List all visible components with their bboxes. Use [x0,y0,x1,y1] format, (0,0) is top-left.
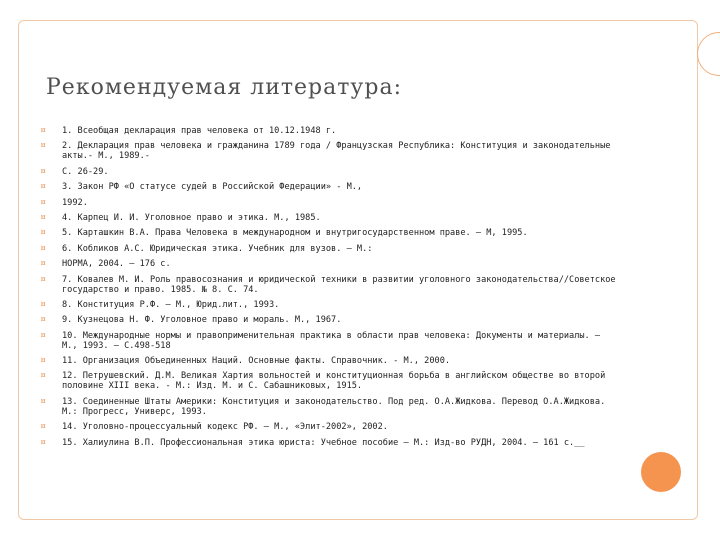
list-item-text: 5. Карташкин В.А. Права Человека в международном и внутригосударственном праве. – М, 1995. [62,228,528,239]
list-item-text: 7. Ковалев М. И. Роль правосознания и юридической техники в развитии уголовного законодательства//Советское государство и право. 1985. № 8. С. 74. [62,274,616,295]
list-item-text: 13. Соединенные Штаты Америки: Конституция и законодательство. Под ред. О.А.Жидкова. Перевод О.А.Жидкова. М.: Прогресс, Универс, 1993. [62,396,606,417]
bullet-icon: ¤ [40,436,47,448]
list-item [40,213,620,223]
list-item [40,167,620,177]
list-item [40,371,620,391]
list-item [40,331,620,351]
list-item-text: 14. Уголовно-процессуальный кодекс РФ. – М., «Элит-2002», 2002. [62,422,388,433]
list-item [40,182,620,192]
bullet-icon: ¤ [40,329,47,341]
list-item-text: 1992. [62,197,88,208]
bullet-icon: ¤ [40,227,47,239]
list-item [40,356,620,366]
list-item [40,244,620,254]
list-item-text: 11. Организация Объединенных Наций. Основные факты. Справочник. - М., 2000. [62,356,451,367]
bullet-icon: ¤ [40,211,47,223]
list-item [40,422,620,432]
list-item-text: 4. Карпец И. И. Уголовное право и этика. М., 1985. [62,212,321,223]
list-item-text: 9. Кузнецова Н. Ф. Уголовное право и мораль. М., 1967. [62,315,342,326]
list-item [40,300,620,310]
bullet-icon: ¤ [40,314,47,326]
literature-list [40,126,620,453]
list-item [40,397,620,417]
list-item-text: 1. Всеобщая декларация прав человека от 10.12.1948 г. [62,126,337,136]
list-item [40,141,620,161]
list-item-text: 8. Конституция Р.Ф. – М., Юрид.лит., 1993. [62,299,280,310]
list-item [40,198,620,208]
decorative-circle-filled [641,452,681,492]
list-item-text: С. 26-29. [62,166,109,177]
list-item [40,259,620,269]
list-item-text: 12. Петрушевский. Д.М. Великая Хартия вольностей и конституционная борьба в английском обществе во второй половине XIII века. - М.: Изд. М. и С. Сабашниковых, 1915. [62,371,606,392]
bullet-icon: ¤ [40,370,47,382]
bullet-icon: ¤ [40,165,47,177]
list-item-text: 3. Закон РФ «О статусе судей в Российской Федерации» - М., [62,182,363,193]
bullet-icon: ¤ [40,125,47,136]
bullet-icon: ¤ [40,258,47,270]
list-item [40,275,620,295]
bullet-icon: ¤ [40,242,47,254]
bullet-icon: ¤ [40,395,47,407]
list-item-text: 10. Международные нормы и правоприменительная практика в области прав человека: Документы и материалы. – М., 1993. – С.498-518 [62,330,601,351]
bullet-icon: ¤ [40,355,47,367]
bullet-icon: ¤ [40,196,47,208]
bullet-icon: ¤ [40,140,47,152]
list-item-text: НОРМА, 2004. – 176 с. [62,259,171,270]
slide-title: Рекомендуемая литература: [46,75,402,100]
list-item [40,228,620,238]
bullet-icon: ¤ [40,181,47,193]
bullet-icon: ¤ [40,421,47,433]
decorative-circle-outline [697,32,720,76]
list-item-text: 15. Халиулина В.П. Профессиональная этика юриста: Учебное пособие – М.: Изд-во РУДН, 2004. – 161 с.__ [62,437,585,448]
list-item-text: 6. Кобликов А.С. Юридическая этика. Учебник для вузов. – М.: [62,243,373,254]
list-item [40,126,620,136]
list-item [40,438,620,448]
bullet-icon: ¤ [40,273,47,285]
list-item [40,315,620,325]
list-item-text: 2. Декларация прав человека и гражданина 1789 года / Французская Республика: Конституция и законодательные акты.- М., 1989.- [62,141,611,162]
bullet-icon: ¤ [40,298,47,310]
